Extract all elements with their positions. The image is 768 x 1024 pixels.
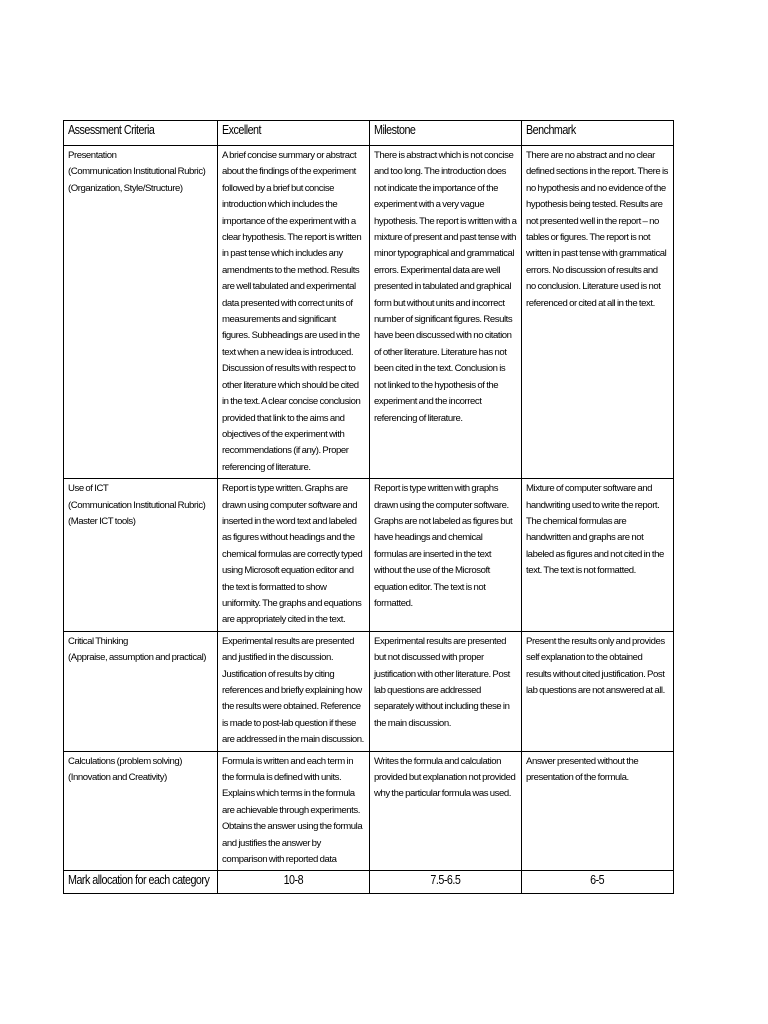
mark-allocation-label: Mark allocation for each category	[64, 871, 218, 894]
criteria-subtitle: (Communication Institutional Rubric)	[68, 166, 206, 178]
milestone-description: Experimental results are presented but not discussed with proper justification with other literature. Post lab questions are addressed separately without including these in the main discussion.	[370, 631, 522, 751]
excellent-description: A brief concise summary or abstract about the findings of the experiment followed by a brief but concise introduction which includes the importance of the experiment with a clear hypothesis. The report is written in past tense which includes any amendments to the method. Results are well tabulated and experimental data presented with correct units of measurements and significant figures. Subheadings are used in the text when a new idea is introduced. Discussion of results with respect to other literature which should be cited in the text. A clear concise conclusion provided that link to the aims and objectives of the experiment with recommendations (if any). Proper referencing of literature.	[218, 146, 370, 479]
mark-benchmark: 6-5	[522, 871, 674, 894]
milestone-description: Report is type written with graphs drawn using the computer software. Graphs are not labeled as figures but have headings and chemical formulas are inserted in the text without the use of the Microsoft equation editor. The text is not formatted.	[370, 479, 522, 632]
assessment-rubric-table	[63, 120, 674, 894]
mark-milestone: 7.5-6.5	[370, 871, 522, 894]
milestone-description: Writes the formula and calculation provided but explanation not provided why the particular formula was used.	[370, 751, 522, 871]
mark-allocation-row	[64, 871, 674, 894]
criteria-title: Critical Thinking	[68, 635, 128, 647]
table-row	[64, 146, 674, 479]
criteria-cell-use-of-ict	[64, 479, 218, 632]
header-excellent: Excellent	[218, 121, 370, 146]
table-row	[64, 631, 674, 751]
benchmark-description: Mixture of computer software and handwriting used to write the report. The chemical formulas are handwritten and graphs are not labeled as figures and not cited in the text. The text is not formatted.	[522, 479, 674, 632]
table-row	[64, 751, 674, 871]
criteria-subtitle: (Innovation and Creativity)	[68, 772, 167, 784]
mark-excellent: 10-8	[218, 871, 370, 894]
criteria-title: Presentation	[68, 150, 117, 161]
criteria-cell-critical-thinking	[64, 631, 218, 751]
header-assessment-criteria: Assessment Criteria	[64, 121, 218, 146]
criteria-subtitle: (Master ICT tools)	[68, 515, 136, 527]
criteria-subtitle: (Communication Institutional Rubric)	[68, 499, 206, 511]
excellent-description: Report is type written. Graphs are drawn using computer software and inserted in the word text and labeled as figures without headings and the chemical formulas are correctly typed using Microsoft equation editor and the text is formatted to show uniformity. The graphs and equations are appropriately cited in the text.	[218, 479, 370, 632]
header-milestone: Milestone	[370, 121, 522, 146]
criteria-cell-calculations	[64, 751, 218, 871]
excellent-description: Experimental results are presented and justified in the discussion. Justification of results by citing references and briefly explaining how the results were obtained. Reference is made to post-lab question if these are addressed in the main discussion.	[218, 631, 370, 751]
benchmark-description: Present the results only and provides self explanation to the obtained results without cited justification. Post lab questions are not answered at all.	[522, 631, 674, 751]
criteria-title: Calculations (problem solving)	[68, 755, 183, 767]
criteria-subtitle: (Appraise, assumption and practical)	[68, 652, 207, 664]
milestone-description: There is abstract which is not concise and too long. The introduction does not indicate the importance of the experiment with a very vague hypothesis. The report is written with a mixture of present and past tense with minor typographical and grammatical errors. Experimental data are well presented in tabulated and graphical form but without units and incorrect number of significant figures. Results have been discussed with no citation of other literature. Literature has not been cited in the text. Conclusion is not linked to the hypothesis of the experiment and the incorrect referencing of literature.	[370, 146, 522, 479]
criteria-cell-presentation	[64, 146, 218, 479]
header-row	[64, 121, 674, 146]
table-row	[64, 479, 674, 632]
criteria-title: Use of ICT	[68, 483, 109, 495]
criteria-subtitle: (Organization, Style/Structure)	[68, 182, 183, 194]
benchmark-description: There are no abstract and no clear defined sections in the report. There is no hypothesis and no evidence of the hypothesis being tested. Results are not presented well in the report – no tables or figures. The report is not written in past tense with grammatical errors. No discussion of results and no conclusion. Literature used is not referenced or cited at all in the text.	[522, 146, 674, 479]
excellent-description: Formula is written and each term in the formula is defined with units. Explains which terms in the formula are achievable through experiments. Obtains the answer using the formula and justifies the answer by comparison with reported data	[218, 751, 370, 871]
header-benchmark: Benchmark	[522, 121, 674, 146]
benchmark-description: Answer presented without the presentation of the formula.	[522, 751, 674, 871]
